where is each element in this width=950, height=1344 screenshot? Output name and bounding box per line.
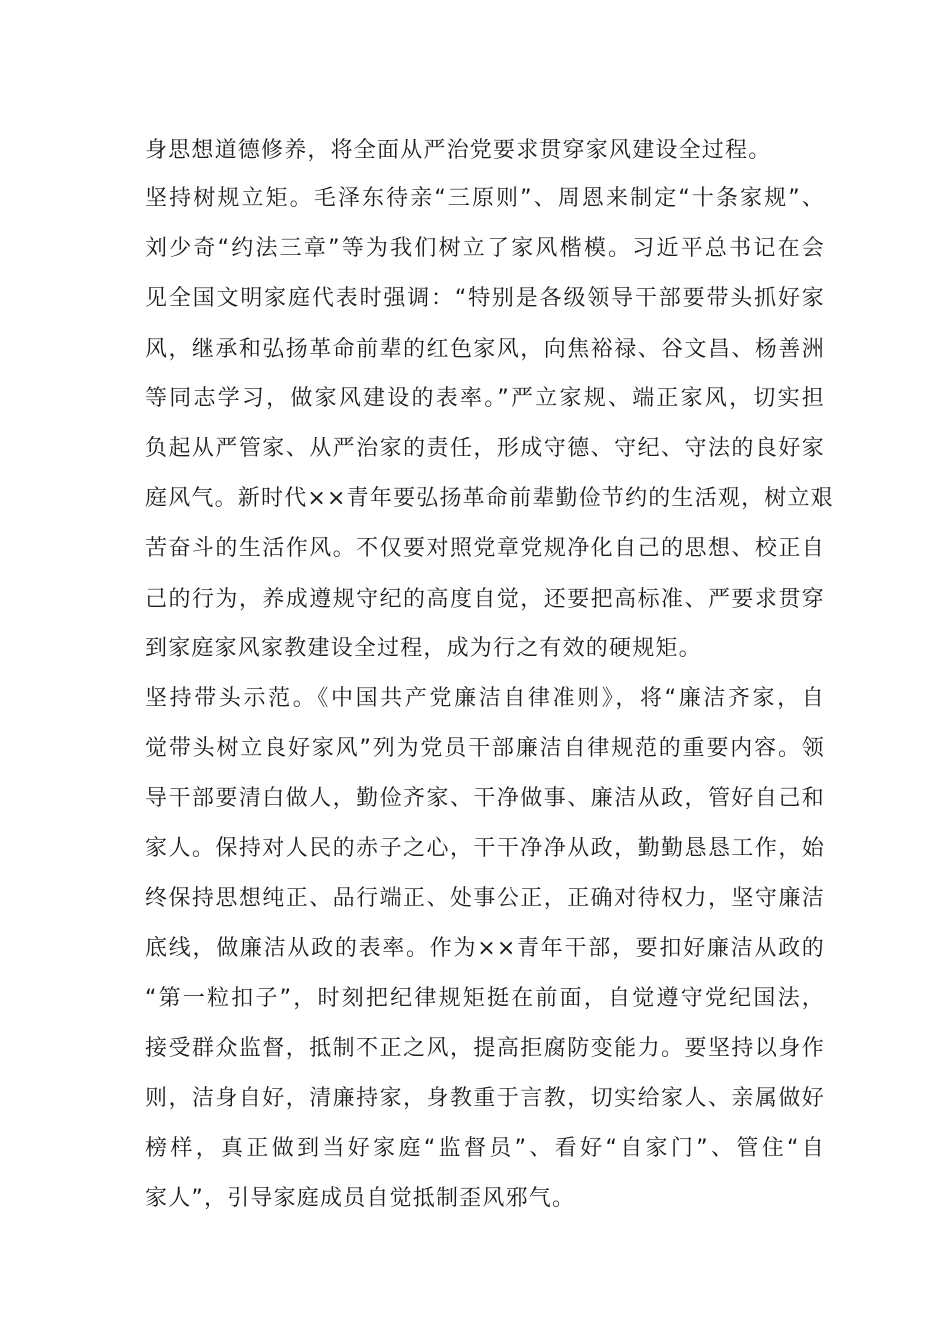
text-line: 则，洁身自好，清廉持家，身教重于言教，切实给家人、亲属做好: [145, 1086, 825, 1111]
text-line: 底线，做廉洁从政的表率。作为××青年干部，要扣好廉洁从政的: [145, 936, 825, 961]
text-line: 风，继承和弘扬革命前辈的红色家风，向焦裕禄、谷文昌、杨善洲: [145, 337, 825, 362]
text-line: 终保持思想纯正、品行端正、处事公正，正确对待权力，坚守廉洁: [145, 886, 825, 911]
text-line: 等同志学习，做家风建设的表率。”严立家规、端正家风，切实担: [145, 386, 825, 411]
text-line: 家人。保持对人民的赤子之心，干干净净从政，勤勤恳恳工作，始: [145, 836, 825, 861]
text-line: 身思想道德修养，将全面从严治党要求贯穿家风建设全过程。: [145, 138, 772, 163]
text-line: 苦奋斗的生活作风。不仅要对照党章党规净化自己的思想、校正自: [145, 536, 825, 561]
text-line: 负起从严管家、从严治家的责任，形成守德、守纪、守法的良好家: [145, 436, 825, 461]
text-line: 己的行为，养成遵规守纪的高度自觉，还要把高标准、严要求贯穿: [145, 587, 825, 612]
text-line: 庭风气。新时代××青年要弘扬革命前辈勤俭节约的生活观，树立艰: [145, 486, 834, 511]
text-line: 觉带头树立良好家风”列为党员干部廉洁自律规范的重要内容。领: [145, 736, 825, 761]
text-line: 接受群众监督，抵制不正之风，提高拒腐防变能力。要坚持以身作: [145, 1036, 825, 1061]
text-line: “第一粒扣子”，时刻把纪律规矩挺在前面，自觉遵守党纪国法，: [145, 986, 825, 1011]
text-line: 家人”，引导家庭成员自觉抵制歪风邪气。: [145, 1186, 576, 1211]
text-line: 导干部要清白做人，勤俭齐家、干净做事、廉洁从政，管好自己和: [145, 786, 825, 811]
text-line: 坚持树规立矩。毛泽东待亲“三原则”、周恩来制定“十条家规”、: [145, 186, 825, 211]
text-line: 坚持带头示范。《中国共产党廉洁自律准则》，将“廉洁齐家，自: [145, 686, 825, 711]
text-line: 刘少奇“约法三章”等为我们树立了家风楷模。习近平总书记在会: [145, 236, 825, 261]
text-line: 榜样，真正做到当好家庭“监督员”、看好“自家门”、管住“自: [145, 1136, 825, 1161]
text-line: 见全国文明家庭代表时强调：“特别是各级领导干部要带头抓好家: [145, 286, 825, 311]
text-line: 到家庭家风家教建设全过程，成为行之有效的硬规矩。: [145, 636, 702, 661]
